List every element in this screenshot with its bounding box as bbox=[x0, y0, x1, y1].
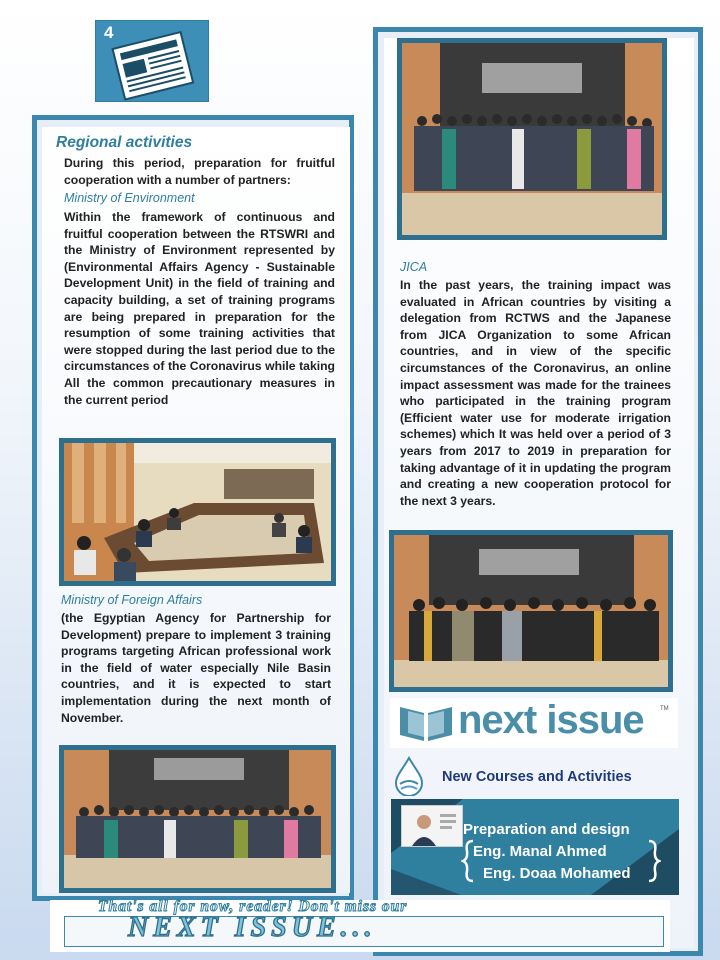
ministry-foreign-affairs-heading: Ministry of Foreign Affairs bbox=[61, 593, 203, 607]
regional-intro-text: During this period, preparation for fruitful cooperation with a number of partners: bbox=[64, 156, 335, 187]
graduation-group-photo bbox=[389, 530, 673, 692]
footer-next-issue: NEXT ISSUE... bbox=[128, 912, 377, 943]
book-logo-icon bbox=[396, 701, 456, 745]
ministry-environment-heading: Ministry of Environment bbox=[64, 191, 195, 205]
jica-heading: JICA bbox=[400, 260, 428, 274]
page-number-badge bbox=[95, 20, 209, 102]
person-icon bbox=[402, 806, 462, 846]
designer-2: Eng. Doaa Mohamed bbox=[483, 865, 631, 882]
page-number: 4 bbox=[104, 23, 114, 42]
next-issue-wordmark: next issue bbox=[458, 698, 644, 742]
meeting-room-photo bbox=[59, 438, 336, 586]
newspaper-icon bbox=[96, 21, 208, 101]
footer-tagline: That's all for now, reader! Don't miss our bbox=[98, 898, 408, 915]
ministry-foreign-affairs-text: (the Egyptian Agency for Partnership for Development) prepare to implement 3 training programs targeting African professional work in the field of water especially Nile Basin countries, and it is expected to start implementation during the next month of November. bbox=[61, 611, 331, 725]
design-credits-box bbox=[391, 799, 679, 895]
new-courses-label: New Courses and Activities bbox=[442, 769, 632, 785]
designer-1: Eng. Manal Ahmed bbox=[473, 843, 607, 860]
regional-activities-heading: Regional activities bbox=[56, 134, 193, 151]
design-title: Preparation and design bbox=[463, 821, 630, 838]
group-photo-left bbox=[59, 745, 336, 893]
next-issue-logo bbox=[390, 698, 678, 748]
ministry-environment-text: Within the framework of continuous and fruitful cooperation between the RTSWRI and the Ministry of Environment represented by (Environmental Affairs Agency - Sustainable Development Unit) in the field of training and capacity building, a set of training programs are being prepared in preparation for the resumption of some training activities that were stopped during the last period due to the circumstances of the Coronavirus while taking All the common precautionary measures in the current period bbox=[64, 210, 335, 407]
right-brace-icon bbox=[647, 839, 661, 883]
jica-text: In the past years, the training impact was evaluated in African countries by visiting a delegation from RCTWS and the Japanese from JICA Organization to some African countries, and in view of the specific circumstances of the Coronavirus, an online impact assessment was made for the trainees who participated in the training program (Efficient water use for moderate irrigation schemes) which It was held over a period of 3 years from 2017 to 2019 in preparation for taking advantage of it in updating the program and creating a new cooperation protocol for the next 3 years. bbox=[400, 278, 671, 508]
water-drop-logo-icon bbox=[392, 756, 426, 796]
group-photo-top-right bbox=[397, 38, 667, 240]
designer-avatar bbox=[401, 805, 463, 847]
trademark-mark: TM bbox=[660, 706, 669, 712]
